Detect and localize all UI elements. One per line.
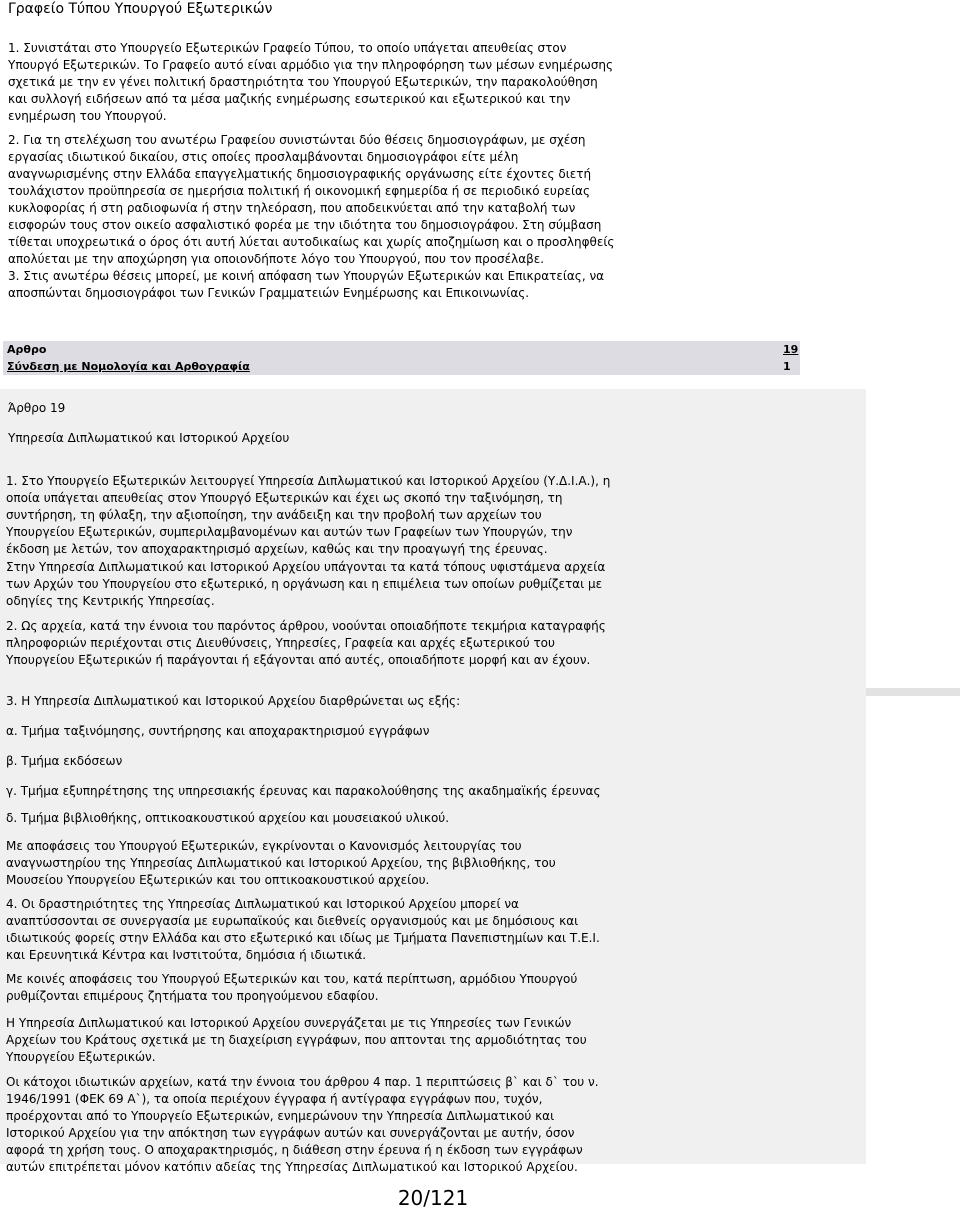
article-label: Αρθρο	[7, 343, 47, 356]
article-paragraph: α. Τμήμα ταξινόμησης, συντήρησης και αποχαρακτηρισμού εγγράφων	[6, 724, 430, 738]
article-paragraph: 3. Η Υπηρεσία Διπλωματικού και Ιστορικού Αρχείου διαρθρώνεται ως εξής:	[6, 694, 461, 708]
article-number-link[interactable]: 19	[783, 343, 799, 356]
article-paragraph: β. Τμήμα εκδόσεων	[6, 754, 123, 768]
article-number-row	[3, 341, 800, 358]
article-paragraph: Η Υπηρεσία Διπλωματικού και Ιστορικού Αρχείου συνεργάζεται με τις Υπηρεσίες των Γενικών Αρχείων του Κράτους σχετικά με τη διαχείριση εγγράφων, που απτονται της αρμοδιότητας του Υπουργείου Εξωτερικών.	[6, 1016, 587, 1064]
top-paragraph-1: 1. Συνιστάται στο Υπουργείο Εξωτερικών Γραφείο Τύπου, το οποίο υπάγεται απευθείας στον Υπουργό Εξωτερικών. Το Γραφείο αυτό είναι αρμόδιο για την πληροφόρηση των μέσων ενημέρωσης σχετικά με την εν γένει πολιτική δραστηριότητα του Υπουργού Εξωτερικών, την παρακολούθηση και συλλογή ειδήσεων από τα μέσα μαζικής ενημέρωσης εσωτερικού και εξωτερικού και την ενημέρωση του Υπουργού.	[8, 41, 614, 123]
page-number: 20/121	[397, 1186, 469, 1210]
jurisprudence-count: 1	[783, 360, 791, 373]
top-paragraph-2: 2. Για τη στελέχωση του ανωτέρω Γραφείου συνιστώνται δύο θέσεις δημοσιογράφων, με σχέση εργασίας ιδιωτικού δικαίου, στις οποίες προσλαμβάνονται δημοσιογράφοι είτε μέλη αναγνωρισμένης στην Ελλάδα επαγγελματικής δημοσιογραφικής οργάνωσης είτε έχοντες διετή τουλάχιστον προϋπηρεσία σε ημερήσια πολιτική ή οικονομική εφημερίδα ή σε περιοδικό ευρείας κυκλοφορίας ή στη ραδιοφωνία ή στην τηλεόραση, που αποδεικνύεται από την καταβολή των εισφορών τους στον οικείο ασφαλιστικό φορέα με την ιδιότητα του δημοσιογράφου. Στη σύμβαση τίθεται υποχρεωτικά ο όρος ότι αυτή λύεται αυτοδικαίως και χωρίς αποζημίωση και ο προσληφθείς απολύεται με την αποχώρηση για οποιονδήποτε λόγο του Υπουργού, που τον προσέλαβε.	[8, 133, 615, 266]
top-paragraph-3: 3. Στις ανωτέρω θέσεις μπορεί, με κοινή απόφαση των Υπουργών Εξωτερικών και Επικρατείας, να αποσπώνται δημοσιογράφοι των Γενικών Γραμματειών Ενημέρωσης και Επικοινωνίας.	[8, 269, 605, 300]
document-title: Γραφείο Τύπου Υπουργού Εξωτερικών	[8, 1, 273, 17]
article-paragraph: Οι κάτοχοι ιδιωτικών αρχείων, κατά την έννοια του άρθρου 4 παρ. 1 περιπτώσεις β` και δ` του ν. 1946/1991 (ΦΕΚ 69 Α`), τα οποία περιέχουν έγγραφα ή αντίγραφα εγγράφων που, τυχόν, προέρχονται από το Υπουργείο Εξωτερικών, ενημερώνουν την Υπηρεσία Διπλωματικού και Ιστορικού Αρχείου για την απόκτηση των εγγράφων αυτών και συνεργάζονται με αυτήν, όσον αφορά τη χρήση τους. Ο αποχαρακτηρισμός, η διάθεση στην έρευνα ή η έκδοση των εγγράφων αυτών επιτρέπεται μόνον κατόπιν αδείας της Υπηρεσίας Διπλωματικού και Ιστορικού Αρχείου.	[6, 1075, 599, 1174]
article-paragraph: Με κοινές αποφάσεις του Υπουργού Εξωτερικών και του, κατά περίπτωση, αρμόδιου Υπουργού ρυθμίζονται επιμέρους ζητήματα του προηγούμενου εδαφίου.	[6, 972, 578, 1003]
article-subheading: Υπηρεσία Διπλωματικού και Ιστορικού Αρχείου	[8, 431, 290, 445]
article-paragraph: γ. Τμήμα εξυπηρέτησης της υπηρεσιακής έρευνας και παρακολούθησης της ακαδημαϊκής έρευνας	[6, 784, 601, 798]
jurisprudence-row	[3, 358, 800, 375]
article-paragraph: Με αποφάσεις του Υπουργού Εξωτερικών, εγκρίνονται ο Κανονισμός λειτουργίας του αναγνωστηρίου της Υπηρεσίας Διπλωματικού και Ιστορικού Αρχείου, της βιβλιοθήκης, του Μουσείου Υπουργείου Εξωτερικών και του οπτικοακουστικού αρχείου.	[6, 839, 556, 887]
article-paragraph: 1. Στο Υπουργείο Εξωτερικών λειτουργεί Υπηρεσία Διπλωματικού και Ιστορικού Αρχείου (Υ.Δ.Ι.Α.), η οποία υπάγεται απευθείας στον Υπουργό Εξωτερικών και έχει ως σκοπό την ταξινόμηση, τη συντήρηση, τη φύλαξη, την αξιοποίηση, την ανάδειξη και την προβολή των αρχείων του Υπουργείου Εξωτερικών, συμπεριλαμβανομένων και αυτών των Γραφείων των Υπουργών, την έκδοση με λετών, τον αποχαρακτηρισμό αρχείων, καθώς και την προαγωγή της έρευνας.	[6, 474, 611, 556]
article-paragraph: 2. Ως αρχεία, κατά την έννοια του παρόντος άρθρου, νοούνται οποιαδήποτε τεκμήρια καταγραφής πληροφοριών περιέχονται στις Διευθύνσεις, Υπηρεσίες, Γραφεία και αρχές εξωτερικού του Υπουργείου Εξωτερικών ή παράγονται ή εξάγονται από αυτές, οποιαδήποτε μορφή και αν έχουν.	[6, 619, 606, 667]
article-paragraph: Στην Υπηρεσία Διπλωματικού και Ιστορικού Αρχείου υπάγονται τα κατά τόπους υφιστάμενα αρχεία των Αρχών του Υπουργείου στο εξωτερικό, η οργάνωση και η επιμέλεια των οποίων ρυθμίζεται με οδηγίες της Κεντρικής Υπηρεσίας.	[6, 560, 606, 608]
article-paragraph: δ. Τμήμα βιβλιοθήκης, οπτικοακουστικού αρχείου και μουσειακού υλικού.	[6, 811, 450, 825]
jurisprudence-link[interactable]: Σύνδεση με Νομολογία και Αρθογραφία	[7, 360, 250, 373]
article-heading: Άρθρο 19	[8, 401, 66, 415]
article-paragraph: 4. Οι δραστηριότητες της Υπηρεσίας Διπλωματικού και Ιστορικού Αρχείου μπορεί να αναπτύσσονται σε συνεργασία με ευρωπαϊκούς και διεθνείς οργανισμούς και με δημόσιους και ιδιωτικούς φορείς στην Ελλάδα και στο εξωτερικό και ιδίως με Τμήματα Πανεπιστημίων και Τ.Ε.Ι. και Ερευνητικά Κέντρα και Ινστιτούτα, δημόσια ή ιδιωτικά.	[6, 897, 600, 962]
